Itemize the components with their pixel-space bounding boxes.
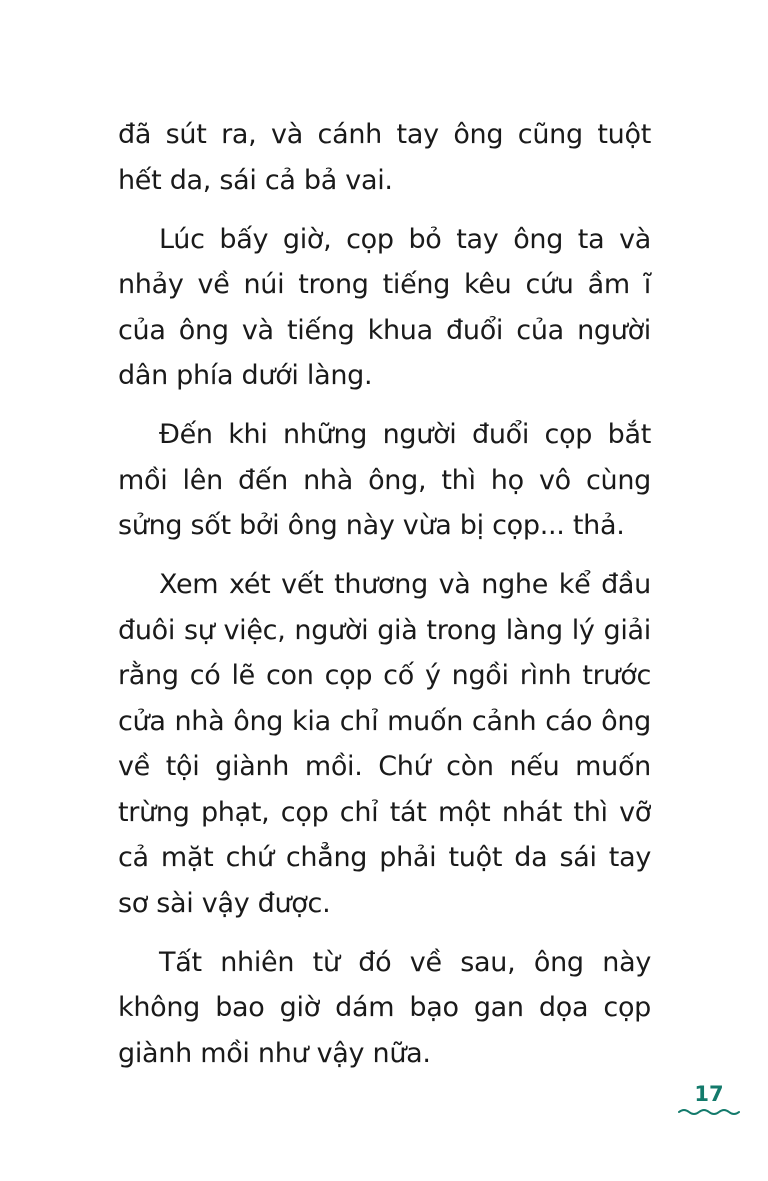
page-number-block bbox=[678, 1080, 740, 1120]
page-number: 17 bbox=[694, 1082, 724, 1106]
body-text bbox=[118, 112, 651, 1090]
paragraph-continuation: đã sút ra, và cánh tay ông cũng tuột hết da, sái cả bả vai. bbox=[118, 119, 651, 196]
paragraph: Tất nhiên từ đó về sau, ông này không bao giờ dám bạo gan dọa cọp giành mồi như vậy nữa. bbox=[118, 946, 651, 1069]
paragraph: Lúc bấy giờ, cọp bỏ tay ông ta và nhảy về núi trong tiếng kêu cứu ầm ĩ của ông và tiếng khua đuổi của người dân phía dưới làng. bbox=[118, 223, 651, 391]
wave-ornament-icon bbox=[678, 1107, 740, 1117]
paragraph: Đến khi những người đuổi cọp bắt mồi lên đến nhà ông, thì họ vô cùng sửng sốt bởi ông này vừa bị cọp... thả. bbox=[118, 419, 651, 541]
paragraph: Xem xét vết thương và nghe kể đầu đuôi sự việc, người già trong làng lý giải rằng có lẽ con cọp cố ý ngồi rình trước cửa nhà ông kia chỉ muốn cảnh cáo ông về tội giành mồi. Chứ còn nếu muốn trừng phạt, cọp chỉ tát một nhát thì vỡ cả mặt chứ chẳng phải tuột da sái tay sơ sài vậy được. bbox=[118, 569, 651, 919]
